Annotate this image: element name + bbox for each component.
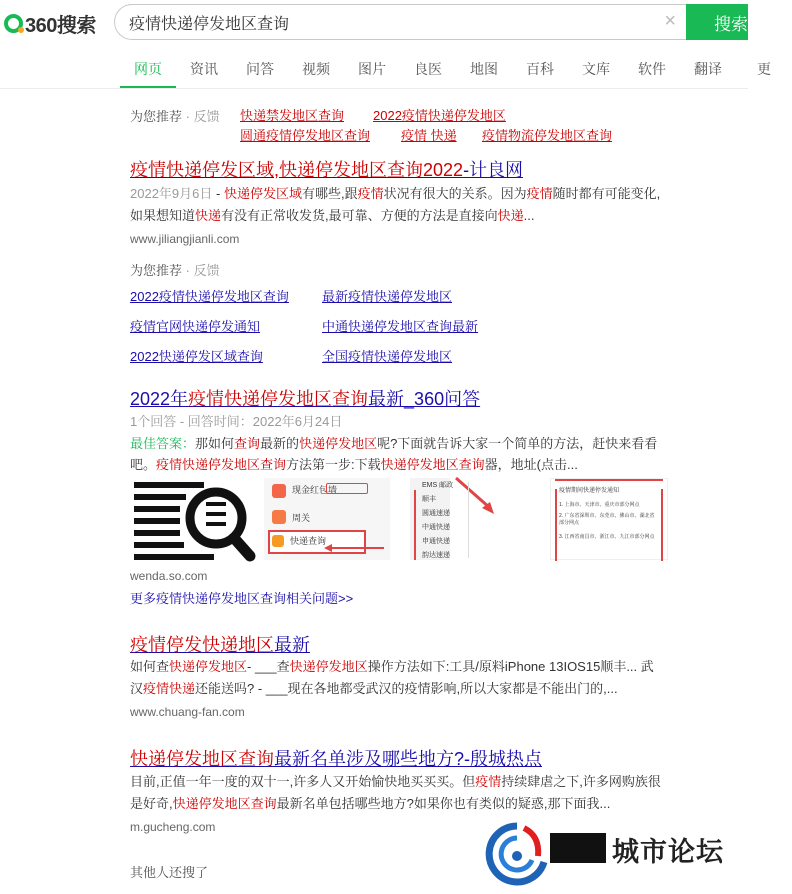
rec-link[interactable]: 圆通疫情停发地区查询: [240, 128, 371, 143]
result-snippet: 如果想知道快递有没有正常收发货,最可靠、方便的方法是直接向快递...: [130, 208, 535, 223]
recommend-label: [130, 106, 220, 125]
tab-video[interactable]: 视频: [302, 61, 330, 77]
tab-translate[interactable]: 翻译: [694, 61, 722, 77]
rec-link[interactable]: 疫情官网快递停发通知: [130, 319, 261, 334]
result-url[interactable]: wenda.so.com: [130, 569, 208, 583]
rec-link[interactable]: 最新疫情快递停发地区: [322, 289, 453, 304]
recommend-label: [130, 260, 220, 279]
title-text: 最新: [274, 635, 310, 655]
result-date: 2022年9月6日: [130, 186, 213, 201]
title-text: 最新_360问答: [368, 389, 481, 409]
arrow-icon: [450, 478, 500, 518]
best-answer-label: 最佳答案：: [130, 436, 196, 451]
rec-link[interactable]: 2022疫情快递停发地区查询: [130, 289, 289, 304]
site-logo[interactable]: [4, 10, 96, 36]
result-snippet: 如何查快递停发地区- ___查快递停发地区操作方法如下:工具/原料iPhone 13IOS15顺丰... 武: [130, 659, 654, 674]
result-title[interactable]: [130, 156, 523, 182]
arrow-icon: [324, 540, 388, 556]
tab-baike[interactable]: 百科: [526, 61, 554, 77]
result-url[interactable]: www.chuang-fan.com: [130, 705, 245, 719]
search-input[interactable]: [129, 5, 649, 39]
recommend-label-text: 为您推荐: [130, 109, 183, 124]
result-snippet: 吧。疫情快递停发地区查询方法第一步:下载快递停发地区查询器，地址(点击...: [130, 457, 578, 472]
rec-link[interactable]: 疫情 快递: [401, 128, 457, 143]
rec-link[interactable]: 2022快递停发区域查询: [130, 349, 263, 364]
tab-news[interactable]: 资讯: [190, 61, 218, 77]
thumbnail-1[interactable]: [130, 478, 254, 560]
rec-link[interactable]: 疫情物流停发地区查询: [482, 128, 613, 143]
watermark-block: [550, 833, 606, 863]
feedback-link[interactable]: · 反馈: [185, 263, 220, 278]
search-button[interactable]: 搜索: [686, 4, 748, 40]
result-snippet: 2022年9月6日 - 快递停发区域有哪些,跟疫情状况有很大的关系。因为疫情随时都有可能变化,: [130, 186, 661, 201]
result-snippet: 是好奇,快递停发地区查询最新名单包括哪些地方?如果你也有类似的疑惑,那下面我...: [130, 796, 611, 811]
result-title[interactable]: [130, 745, 542, 771]
app-icon: [272, 535, 284, 547]
badge: [326, 483, 368, 494]
result-url[interactable]: www.jiliangjianli.com: [130, 232, 240, 246]
title-highlight: 快递停发地区查询: [279, 160, 424, 180]
watermark-text: 城市论坛: [612, 837, 724, 868]
feedback-link[interactable]: · 反馈: [185, 109, 220, 124]
title-highlight: 2022: [423, 160, 464, 180]
tab-divider: [0, 88, 748, 89]
title-highlight: 快递停发地区查询: [130, 749, 274, 769]
tab-software[interactable]: 软件: [638, 61, 666, 77]
app-icon: [272, 484, 286, 498]
title-highlight: 疫情停发快递地区: [130, 635, 274, 655]
rec-link[interactable]: 中通快递停发地区查询最新: [322, 319, 479, 334]
clear-icon[interactable]: ×: [664, 10, 676, 32]
title-text: 最新名单涉及哪些地方?-殷城热点: [274, 749, 543, 769]
tab-qa[interactable]: 问答: [246, 61, 274, 77]
result-snippet: 目前,正值一年一度的双十一,许多人又开始愉快地买买买。但疫情持续肆虐之下,许多网购族很: [130, 774, 661, 789]
rec-link[interactable]: 2022疫情快递停发地区: [373, 108, 506, 123]
tab-web[interactable]: 网页: [120, 58, 176, 88]
search-box: [114, 4, 686, 40]
rec-link[interactable]: 全国疫情快递停发地区: [322, 349, 453, 364]
recommend-label-text: 为您推荐: [130, 263, 183, 278]
rec-link[interactable]: 快递禁发地区查询: [240, 108, 345, 123]
others-searched-label: 其他人还搜了: [130, 865, 209, 880]
tab-library[interactable]: 文库: [582, 61, 610, 77]
title-text: -计良网: [463, 160, 524, 180]
app-icon: [272, 510, 286, 524]
thumbnail-4[interactable]: 疫情期间快递停发通知 1. 上海市、天津市、重庆市部分网点 2. 广东省深圳市、东莞市、佛山市、湖北省部分网点 3. 江西省南昌市、浙江市、九江市部分网点: [550, 478, 668, 560]
result-url[interactable]: m.gucheng.com: [130, 820, 216, 834]
logo-mark-icon: [4, 14, 23, 33]
title-separator: ,: [274, 160, 280, 180]
tab-doctor[interactable]: 良医: [414, 61, 442, 77]
result-snippet: 汉疫情快递还能送吗? - ___现在各地都受武汉的疫情影响,所以大家都是不能出门的,...: [130, 681, 618, 696]
tab-images[interactable]: 图片: [358, 61, 386, 77]
tab-more[interactable]: 更: [757, 61, 771, 77]
title-highlight: 疫情快递停发地区查询: [188, 389, 369, 409]
logo-text: 360搜索: [25, 14, 96, 37]
result-snippet: 最佳答案：那如何查询最新的快递停发地区呢?下面就告诉大家一个简单的方法，赶快来看看: [130, 436, 658, 451]
watermark-logo-icon: [486, 822, 548, 888]
result-title[interactable]: [130, 385, 480, 411]
title-text: 2022年: [130, 389, 189, 409]
vertical-tabs: [120, 58, 792, 88]
document-search-icon: [130, 478, 254, 560]
tab-map[interactable]: 地图: [470, 61, 498, 77]
title-highlight: 疫情快递停发区域: [130, 160, 274, 180]
thumbnail-2[interactable]: 现金红包墙 周关 快递查询: [264, 478, 390, 560]
answer-meta: 1个回答 - 回答时间：2022年6月24日: [130, 414, 343, 429]
more-questions-link[interactable]: 更多疫情快递停发地区查询相关问题>>: [130, 591, 354, 606]
thumbnail-3[interactable]: EMS 邮政 顺丰 圆通速递 中通快递 申通快递 韵达速递: [410, 478, 540, 560]
result-title[interactable]: [130, 631, 310, 657]
